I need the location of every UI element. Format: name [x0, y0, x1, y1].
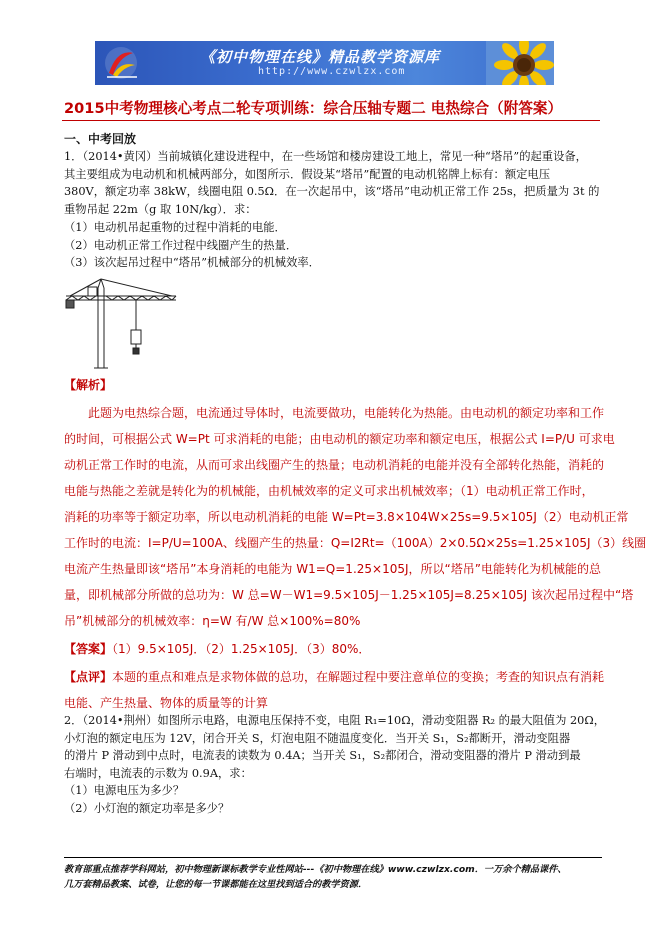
comment-line: 电能、产生热量、物体的质量等的计算	[64, 696, 269, 710]
q2-line: （1）电源电压为多少？	[64, 784, 185, 797]
sunflower-image	[486, 41, 554, 85]
q1-option: （1）电动机吊起重物的过程中消耗的电能．	[64, 221, 286, 234]
q1-option: （3）该次起吊过程中“塔吊”机械部分的机械效率．	[64, 256, 320, 269]
comment-block	[64, 664, 604, 716]
analysis-line: 量，即机械部分所做的总功为：W 总=W－W1=9.5×105J－1.25×105J=8.25×105J 该次起吊过程中“塔	[64, 588, 634, 602]
footer-line: 几万套精品教案、试卷，让您的每一节课都能在这里找到适合的教学资源．	[64, 879, 368, 890]
q2-line: 小灯泡的额定电压为 12V，闭合开关 S，灯泡电阻不随温度变化．当开关 S₁，S₂都断开，滑动变阻器	[64, 731, 571, 745]
answer-block	[64, 640, 370, 657]
comment-text: 本题的重点和难点是求物体做的总功，在解题过程中要注意单位的变换；考查的知识点有消耗	[112, 670, 605, 684]
q1-line: 380V，额定功率 38kW，线圈电阻 0.5Ω．在一次起吊中，该“塔吊”电动机正常工作 25s，把质量为 3t 的	[64, 185, 600, 198]
q2-line: （2）小灯泡的额定功率是多少？	[64, 801, 230, 815]
crane-figure	[64, 278, 179, 370]
analysis-line: 电流产生热量即该“塔吊”本身消耗的电能为 W1=Q=1.25×105J，所以“塔吊”电能转化为机械能的总	[64, 562, 601, 576]
analysis-line: 工作时的电流：I=P/U=100A、线圈产生的热量：Q=I2Rt=（100A）2×0.5Ω×25s=1.25×105J（3）线圈	[64, 536, 647, 550]
question-1-text	[64, 148, 599, 218]
answer-text: （1）9.5×105J．（2）1.25×105J．（3）80%．	[112, 642, 371, 656]
q2-line: 的滑片 P 滑动到中点时，电流表的读数为 0.4A；当开关 S₁，S₂都闭合，滑动变阻器的滑片 P 滑动到最	[64, 749, 581, 762]
title-divider	[62, 120, 600, 121]
comment-line	[64, 664, 604, 690]
comment-label: 【点评】	[64, 670, 113, 684]
q1-line: 其主要组成为电动机和机械两部分，如图所示．假设某“塔吊”配置的电动机铭牌上标有：额定电压	[64, 167, 551, 181]
logo-icon	[103, 45, 139, 81]
header-banner	[95, 41, 554, 85]
banner-title: 《初中物理在线》精品教学资源库	[200, 48, 441, 66]
question-2-text	[64, 712, 605, 817]
q2-line: 右端时，电流表的示数为 0.9A，求：	[64, 766, 252, 780]
banner-url: http://www.czwlzx.com	[258, 66, 406, 77]
answer-label: 【答案】	[64, 642, 113, 656]
section-heading: 一、中考回放	[64, 132, 137, 146]
analysis-block	[64, 400, 647, 634]
q1-line: 重物吊起 22m（g 取 10N/kg）．求：	[64, 202, 257, 216]
footer-line: 教育部重点推荐学科网站，初中物理新课标教学专业性网站---《初中物理在线》www.czwlzx.com．一万余个精品课件、	[64, 864, 567, 875]
document-title: 2015中考物理核心考点二轮专项训练：综合压轴专题二 电热综合（附答案）	[64, 100, 563, 117]
footer-divider	[64, 857, 602, 858]
analysis-line: 吊”机械部分的机械效率：η=W 有/W 总×100%=80%	[64, 614, 361, 628]
q1-option: （2）电动机正常工作过程中线圈产生的热量．	[64, 238, 298, 252]
q2-line: 2．（2014•荆州）如图所示电路，电源电压保持不变，电阻 R₁=10Ω，滑动变阻器 R₂ 的最大阻值为 20Ω，	[64, 714, 606, 727]
analysis-line: 消耗的功率等于额定功率，所以电动机消耗的电能 W=Pt=3.8×104W×25s=9.5×105J（2）电动机正常	[64, 510, 629, 524]
analysis-line: 电能与热能之差就是转化为的机械能，由机械效率的定义可求出机械效率；（1）电动机正常工作时，	[64, 484, 594, 498]
analysis-line: 此题为电热综合题，电流通过导体时，电流要做功，电能转化为热能。由电动机的额定功率和工作	[64, 406, 605, 420]
analysis-line: 动机正常工作时的电流，从而可求出线圈产生的热量；电动机消耗的电能并没有全部转化热能，消耗的	[64, 458, 605, 472]
analysis-label: 【解析】	[64, 378, 113, 392]
footer	[64, 862, 567, 892]
q1-line: 1．（2014•黄冈）当前城镇化建设进程中，在一些场馆和楼房建设工地上，常见一种“塔吊”的起重设备，	[64, 150, 587, 163]
analysis-line: 的时间，可根据公式 W=Pt 可求消耗的电能；由电动机的额定功率和额定电压，根据公式 I=P/U 可求电	[64, 432, 615, 446]
question-1-options	[64, 219, 320, 272]
